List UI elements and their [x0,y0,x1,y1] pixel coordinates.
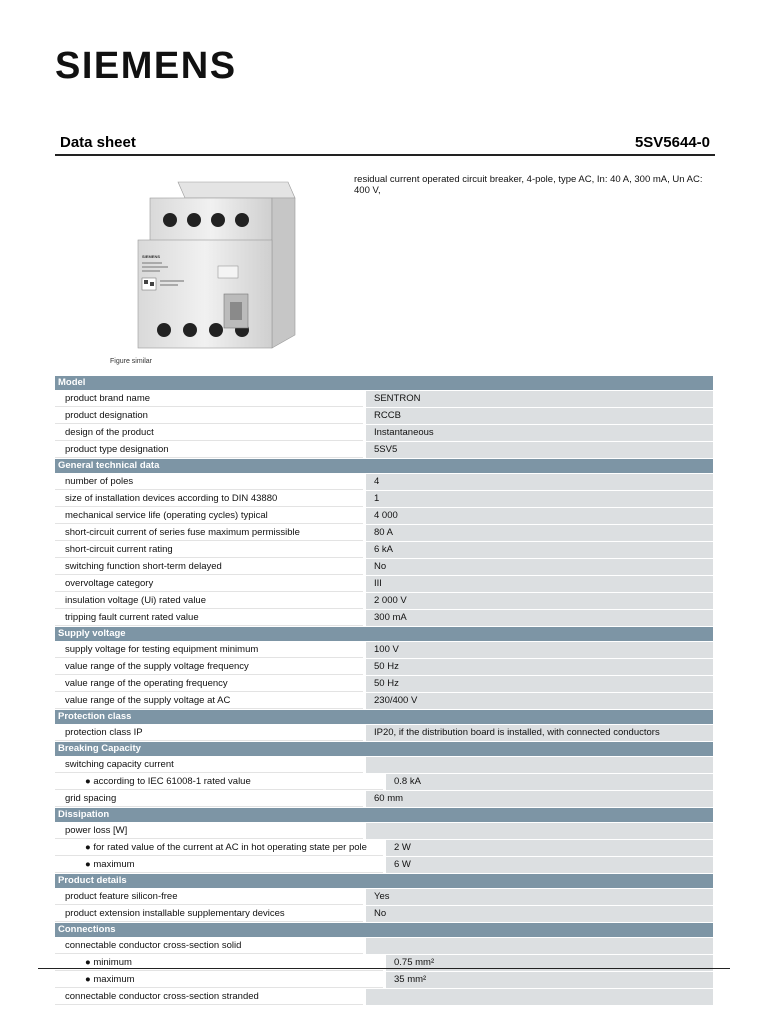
row-value: SENTRON [366,391,713,407]
table-row [55,391,713,407]
section-header: Model [55,376,713,390]
row-label: grid spacing [55,791,363,807]
table-row [55,725,713,741]
row-label: ● maximum [55,972,383,988]
product-image [120,170,310,360]
table-row [55,491,713,507]
section-header: Supply voltage [55,627,713,641]
row-label: switching capacity current [55,757,363,773]
page-title: Data sheet [60,134,136,151]
row-value: 4 [366,474,713,490]
row-label: short-circuit current of series fuse maximum permissible [55,525,363,541]
table-row [55,906,713,922]
table-row [55,408,713,424]
row-value [366,989,713,1005]
row-value: 6 W [386,857,713,873]
table-row [55,840,713,856]
row-label: design of the product [55,425,363,441]
row-value [366,823,713,839]
row-value: Instantaneous [366,425,713,441]
table-row [55,642,713,658]
order-number: 5SV5644-0 [634,134,710,151]
footer-divider [38,968,730,969]
row-value: 2 W [386,840,713,856]
row-value: 60 mm [366,791,713,807]
table-row [55,659,713,675]
table-row [55,576,713,592]
row-value: 80 A [366,525,713,541]
section-header: Protection class [55,710,713,724]
table-row [55,442,713,458]
row-label: mechanical service life (operating cycles) typical [55,508,363,524]
row-label: product brand name [55,391,363,407]
row-label: switching function short-term delayed [55,559,363,575]
table-row [55,425,713,441]
section-header: Product details [55,874,713,888]
row-value: 50 Hz [366,676,713,692]
section-header: Connections [55,923,713,937]
row-label: power loss [W] [55,823,363,839]
spec-table [55,376,713,1006]
row-value: 0.75 mm² [386,955,713,971]
row-label: connectable conductor cross-section solid [55,938,363,954]
table-row [55,593,713,609]
title-bar [55,132,715,156]
row-label: ● according to IEC 61008-1 rated value [55,774,383,790]
table-row [55,857,713,873]
row-value: III [366,576,713,592]
row-value: 300 mA [366,610,713,626]
row-value: 2 000 V [366,593,713,609]
row-value: No [366,906,713,922]
section-header: Breaking Capacity [55,742,713,756]
row-value: 35 mm² [386,972,713,988]
table-row [55,989,713,1005]
table-row [55,676,713,692]
row-label: insulation voltage (Ui) rated value [55,593,363,609]
row-label: product type designation [55,442,363,458]
row-value: 6 kA [366,542,713,558]
table-row [55,474,713,490]
table-row [55,525,713,541]
row-label: number of poles [55,474,363,490]
table-row [55,823,713,839]
table-row [55,559,713,575]
table-row [55,972,713,988]
row-label: value range of the supply voltage at AC [55,693,363,709]
table-row [55,610,713,626]
table-row [55,508,713,524]
row-label: value range of the supply voltage frequency [55,659,363,675]
table-row [55,693,713,709]
row-label: tripping fault current rated value [55,610,363,626]
device-brand-label: SIEMENS [142,254,161,259]
row-value: 5SV5 [366,442,713,458]
row-value [366,938,713,954]
table-row [55,889,713,905]
row-label: short-circuit current rating [55,542,363,558]
row-label: protection class IP [55,725,363,741]
row-label: supply voltage for testing equipment minimum [55,642,363,658]
row-value: 1 [366,491,713,507]
siemens-logo: SIEMENS [55,45,237,87]
row-value: 50 Hz [366,659,713,675]
section-header: Dissipation [55,808,713,822]
table-row [55,791,713,807]
row-label: overvoltage category [55,576,363,592]
row-label: ● minimum [55,955,383,971]
table-row [55,542,713,558]
row-label: size of installation devices according to DIN 43880 [55,491,363,507]
row-value: RCCB [366,408,713,424]
row-value [366,757,713,773]
row-value: Yes [366,889,713,905]
row-label: value range of the operating frequency [55,676,363,692]
row-label: product designation [55,408,363,424]
row-value: 0.8 kA [386,774,713,790]
row-label: ● for rated value of the current at AC in hot operating state per pole [55,840,383,856]
row-label: ● maximum [55,857,383,873]
section-header: General technical data [55,459,713,473]
table-row [55,757,713,773]
figure-caption: Figure similar [110,358,153,365]
row-value: 230/400 V [366,693,713,709]
row-label: product feature silicon-free [55,889,363,905]
row-value: 100 V [366,642,713,658]
product-description: residual current operated circuit breaker, 4-pole, type AC, In: 40 A, 300 mA, Un AC: 400 V, [354,174,703,196]
row-value: 4 000 [366,508,713,524]
table-row [55,774,713,790]
row-label: product extension installable supplementary devices [55,906,363,922]
table-row [55,938,713,954]
row-value: IP20, if the distribution board is installed, with connected conductors [366,725,713,741]
row-value: No [366,559,713,575]
row-label: connectable conductor cross-section stranded [55,989,363,1005]
